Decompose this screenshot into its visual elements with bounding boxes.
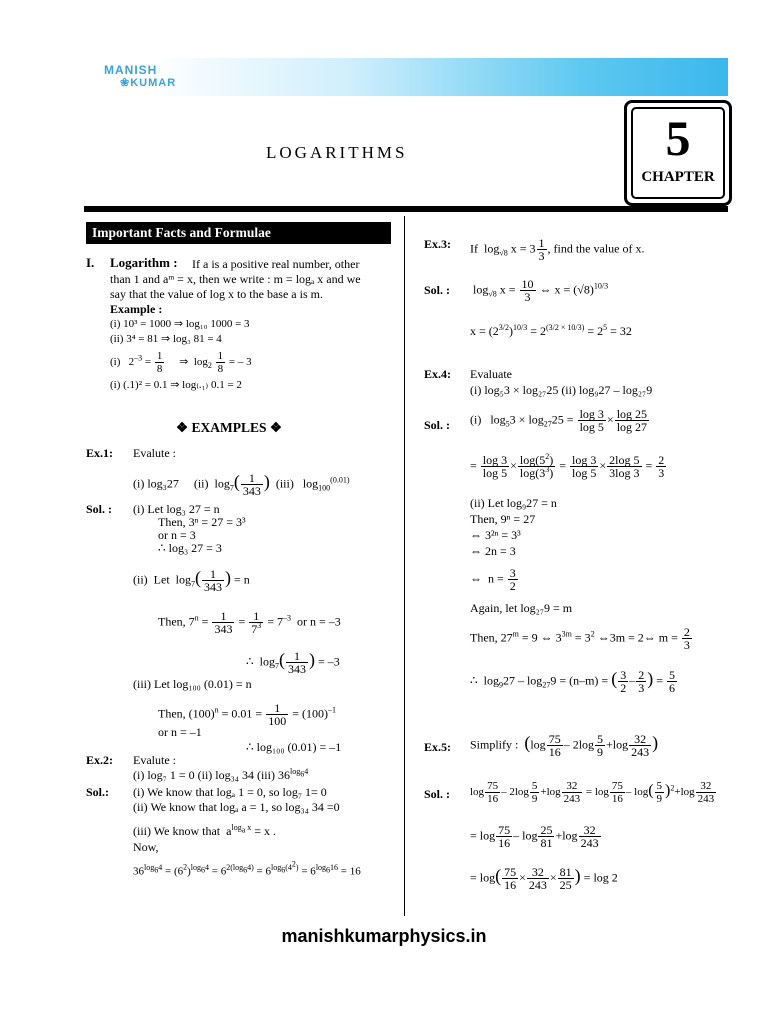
ex5-task: Simplify : (log $\frac{75}{16}$ – 2log $\frac{5}{9}$ +log $\frac{32}{243}$ ) bbox=[470, 732, 659, 759]
ex4-sol-ii-line5: ⇔ n = $\frac{3}{2}$ bbox=[470, 566, 516, 593]
column-divider bbox=[404, 216, 405, 916]
ex1-sol-line2: Then, 3ⁿ = 27 = 3³ bbox=[158, 515, 246, 529]
example-iv: (i) (.1)² = 0.1 ⇒ log₍.₁₎ 0.1 = 2 bbox=[110, 379, 242, 391]
ex2-sol-line3: (iii) We know that $a^{log_a x} = x$ . bbox=[133, 823, 277, 838]
section-number: I. bbox=[86, 255, 95, 270]
ex5-sol-line3: = log( $\frac{75}{16}$ × $\frac{32}{243}$ × $\frac{81}{25}$ ) = log 2 bbox=[470, 865, 618, 892]
ex1-parts: (i) log₃27 (ii) $\log_7$( $\frac{1}{343}$ ) (iii) $\log_{100}^{(0.01)}$ bbox=[133, 471, 350, 498]
ex5-sol-line1: log $\frac{75}{16}$ – 2log $\frac{5}{9}$ +log $\frac{32}{243}$ = log $\frac{75}{16}$ – log( $\frac{5}{9}$ )$^2$+log $\frac{32}{243}$ bbox=[470, 780, 715, 805]
ex5-label: Ex.5: bbox=[424, 740, 451, 754]
ex2-sol-label: Sol.: bbox=[86, 785, 110, 799]
ex5-sol-line2: = log $\frac{75}{16}$ – log $\frac{25}{81}$ +log $\frac{32}{243}$ bbox=[470, 823, 599, 850]
ex1-label: Ex.1: bbox=[86, 446, 113, 460]
ex2-parts: (i) log₇ 1 = 0 (ii) log₃₄ 34 (iii) $36^{log_64}$ bbox=[133, 767, 309, 782]
header-banner bbox=[150, 58, 728, 96]
ex1-sol-ii-line2: Then, $7^n$ = $\frac{1}{343}$ = $\frac{1}{7^3}$ = $7^{-3}$ or n = –3 bbox=[158, 609, 341, 636]
ex1-sol-label: Sol. : bbox=[86, 502, 113, 516]
ex4-sol-ii-line2: Then, 9ⁿ = 27 bbox=[470, 512, 536, 526]
ex2-sol-line1: (i) We know that logₐ 1 = 0, so log₇ 1= 0 bbox=[133, 785, 327, 799]
chapter-label: CHAPTER bbox=[641, 169, 715, 185]
ex1-sol-ii-line3: ∴ $\log_7$( $\frac{1}{343}$ ) = –3 bbox=[246, 649, 340, 676]
ex4-sol-ii-line1: (ii) Let log₉27 = n bbox=[470, 496, 557, 510]
definition-line2: than 1 and aᵐ = x, then we write : m = logₐ x and we bbox=[110, 272, 361, 286]
ex1-sol-iii-line3: or n = –1 bbox=[158, 725, 202, 739]
ex4-sol-label: Sol. : bbox=[424, 418, 451, 432]
brand-logo-line1: MANISH bbox=[104, 63, 158, 77]
brand-logo-line2: ❀KUMAR bbox=[120, 77, 177, 89]
section-term: Logarithm : bbox=[110, 255, 178, 270]
ex4-sol-ii-line3: ⇔ 3²ⁿ = 3³ bbox=[470, 528, 521, 542]
ex3-sol-label: Sol. : bbox=[424, 283, 451, 297]
example-i: (i) 10³ = 1000 ⇒ log₁₀ 1000 = 3 bbox=[110, 318, 250, 330]
ex4-sol-i-line2: = $\frac{\log 3}{\log 5}$ × $\frac{\log(5^2)}{\log(3^3)}$ = $\frac{\log 3}{\log 5}$ × $\frac{2\log 5}{3\log 3}$ = $\frac{2}{3}$ bbox=[470, 452, 665, 480]
definition-line3: say that the value of log x to the base a is m. bbox=[110, 287, 323, 301]
ex3-sol-line2: $x = (2^{3/2})^{10/3} = 2^{(3/2 \times 10/3)} = 2^5 = 32$ bbox=[470, 323, 632, 338]
ex3-task: If $\log_{√8} x = 3$ $\frac{1}{3}$ , find the value of x. bbox=[470, 236, 645, 263]
ex3-label: Ex.3: bbox=[424, 237, 451, 251]
facts-header: Important Facts and Formulae bbox=[86, 222, 391, 244]
ex4-task: Evaluate bbox=[470, 367, 512, 381]
ex1-sol-line4: ∴ log₃ 27 = 3 bbox=[158, 541, 222, 555]
example-ii: (ii) 3⁴ = 81 ⇒ log₃ 81 = 4 bbox=[110, 333, 222, 345]
chapter-badge bbox=[624, 100, 732, 206]
footer-website[interactable]: manishkumarphysics.in bbox=[281, 926, 487, 946]
ex3-sol-line1: $\log_{√8} x$ = $\frac{10}{3}$ ⇔ $x = (√8)^{10/3}$ bbox=[473, 277, 609, 304]
ex1-sol-ii-line1: (ii) Let $\log_7$( $\frac{1}{343}$ ) = n bbox=[133, 567, 250, 594]
ex2-label: Ex.2: bbox=[86, 753, 113, 767]
definition-line1: If a is a positive real number, other bbox=[192, 257, 360, 271]
chapter-number: 5 bbox=[665, 110, 691, 166]
example-iii: (i) $2^{-3}$ = $\frac{1}{8}$ ⇒ $\log_2$ $\frac{1}{8}$ = – 3 bbox=[110, 350, 252, 375]
ex4-sol-ii-line4: ⇔ 2n = 3 bbox=[470, 544, 516, 558]
examples-header: ❖ EXAMPLES ❖ bbox=[176, 420, 282, 435]
ex1-sol-iii-line1: (iii) Let log₁₀₀ (0.01) = n bbox=[133, 677, 252, 691]
ex4-sol-again: Again, let log₂₇9 = m bbox=[470, 601, 573, 615]
ex4-parts: (i) log₅3 × log₂₇25 (ii) log₉27 – log₂₇9 bbox=[470, 383, 653, 397]
ex4-label: Ex.4: bbox=[424, 367, 451, 381]
ex1-task: Evalute : bbox=[133, 446, 176, 460]
ex2-now: Now, bbox=[133, 840, 159, 854]
ex1-sol-line3: or n = 3 bbox=[158, 528, 196, 542]
ex1-sol-iii-line2: Then, $(100)^n = 0.01$ = $\frac{1}{100}$ = $(100)^{-1}$ bbox=[158, 701, 336, 728]
ex4-sol-then: Then, $27^m = 9$ ⇔ $3^{3m} = 3^2$ ⇔3m = 2⇔ m = $\frac{2}{3}$ bbox=[470, 625, 690, 652]
example-label: Example : bbox=[110, 302, 163, 316]
ex4-sol-i-line1: (i) $\log_53 \times \log_{27}25$ = $\frac{\log 3}{\log 5}$ × $\frac{\log 25}{\log 27}$ bbox=[470, 407, 648, 434]
ex5-sol-label: Sol. : bbox=[424, 787, 451, 801]
page-title: LOGARITHMS bbox=[266, 143, 408, 162]
ex2-task: Evalute : bbox=[133, 753, 176, 767]
ex1-sol-iii-line4: ∴ log₁₀₀ (0.01) = –1 bbox=[246, 740, 342, 754]
ex2-sol-derivation: $36^{log_64} = (6^2)^{log_64} = 6^{2(log_64)} = 6^{log_6(4^2)} = 6^{log_616} = 16$ bbox=[133, 859, 361, 878]
ex4-sol-result: ∴ $\log_927 - \log_{27}9 = (n-m)$ = ( $\frac{3}{2}$ – $\frac{2}{3}$ ) = $\frac{5}{6}$ bbox=[470, 668, 675, 695]
ex2-sol-line2: (ii) We know that logₐ a = 1, so log₃₄ 34 =0 bbox=[133, 800, 340, 814]
ex1-sol-line1: (i) Let log₃ 27 = n bbox=[133, 502, 220, 516]
header-rule bbox=[84, 206, 728, 212]
